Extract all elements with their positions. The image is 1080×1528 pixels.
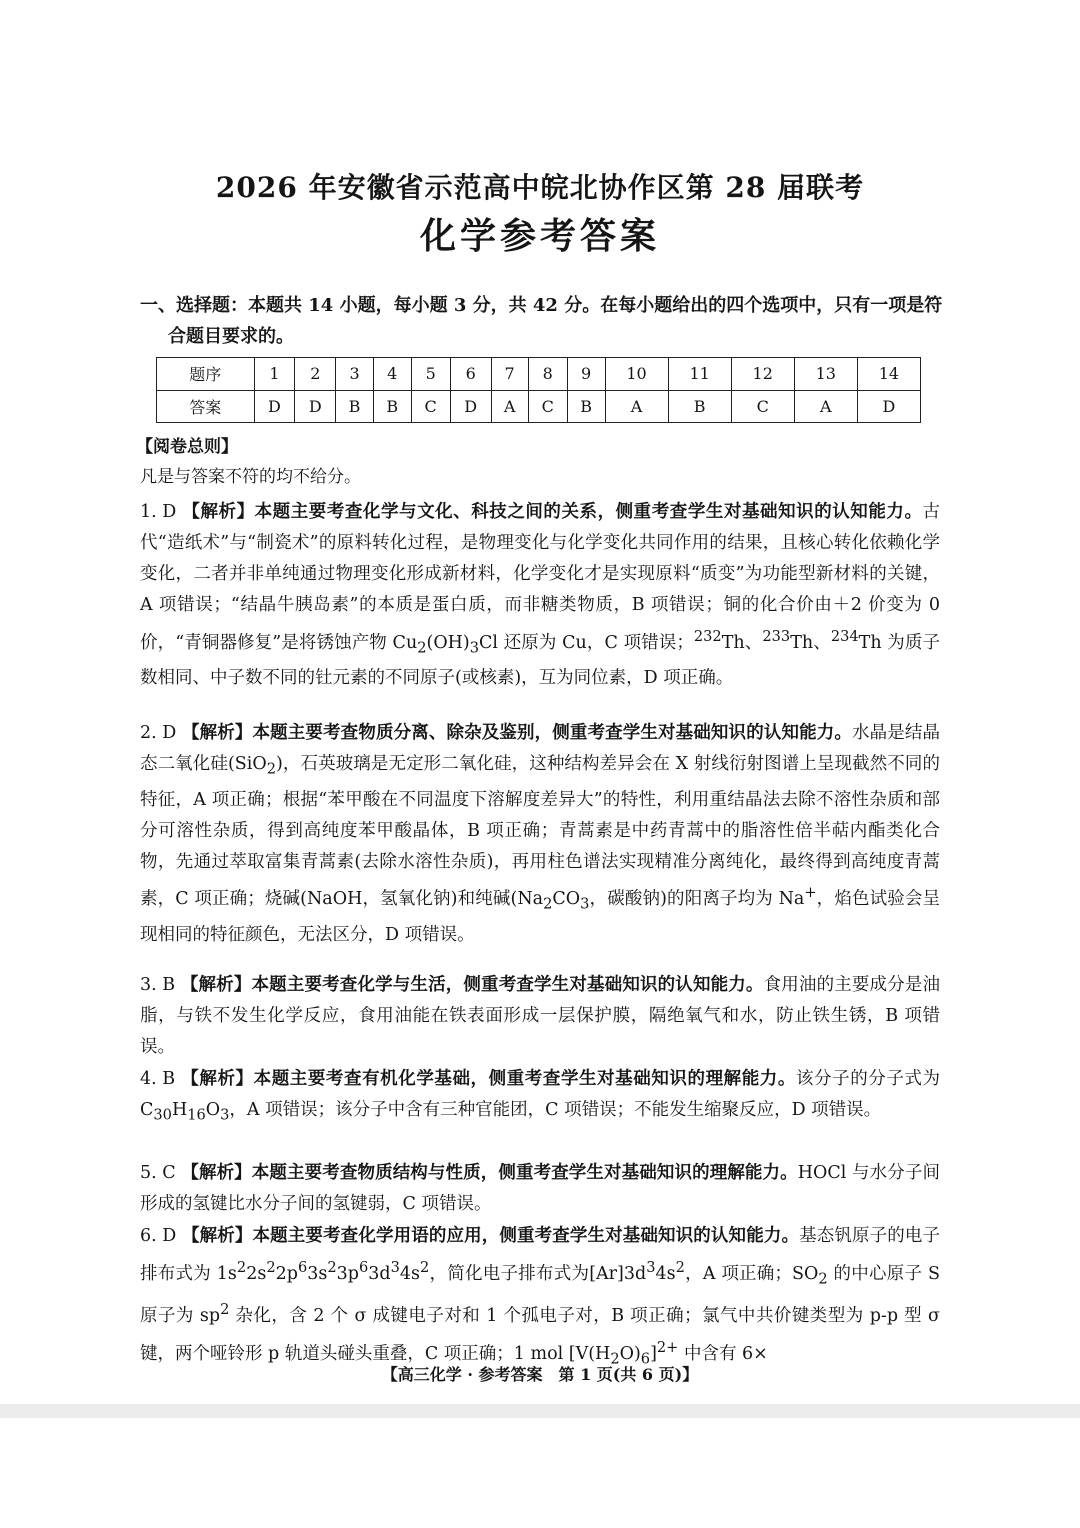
explanation-item xyxy=(140,497,940,694)
scan-bottom-band xyxy=(0,1404,1080,1418)
analysis-lead: 本题主要考查物质分离、除杂及鉴别，侧重考查学生对基础知识的认知能力。 xyxy=(252,723,852,743)
question-index-cell: 9 xyxy=(567,358,605,391)
answer-cell: B xyxy=(567,390,605,423)
question-index-cell: 6 xyxy=(450,358,491,391)
analysis-body: 水晶是结晶态二氧化硅(SiO$_2$)，石英玻璃是无定形二氧化硅，这种结构差异会在 X 射线衍射图谱上呈现截然不同的特征，A 项正确；根据“苯甲酸在不同温度下溶解度差异大”的特性，利用重结晶法去除不溶性杂质和部分可溶性杂质，得到高纯度苯甲酸晶体，B 项正确；青蒿素是中药青蒿中的脂溶性倍半萜内酯类化合物，先通过萃取富集青蒿素(去除水溶性杂质)，再用柱色谱法实现精准分离纯化，最终得到高纯度青蒿素，C 项正确；烧碱(NaOH，氢氧化钠)和纯碱($Na_2CO_3$，碳酸钠)的阳离子均为 Na+，焰色试验会呈现相同的特征颜色，无法区分，D 项错误。 xyxy=(140,723,941,945)
answer-key-title: 化学参考答案 xyxy=(419,215,660,257)
analysis-lead: 本题主要考查物质结构与性质，侧重考查学生对基础知识的理解能力。 xyxy=(251,1163,798,1183)
grading-rules-title: 【阅卷总则】 xyxy=(136,437,238,457)
question-index-cell: 13 xyxy=(794,358,857,391)
question-number: 1. D xyxy=(140,502,177,522)
question-index-cell: 10 xyxy=(605,358,668,391)
question-index-cell: 5 xyxy=(411,358,450,391)
explanation-item xyxy=(140,1064,940,1131)
question-index-cell: 14 xyxy=(857,358,920,391)
answer-cell: A xyxy=(794,390,857,423)
explanation-item xyxy=(140,970,940,1063)
answer-table-answer-row xyxy=(157,390,921,423)
question-index-cell: 8 xyxy=(528,358,567,391)
question-index-cell: 12 xyxy=(731,358,794,391)
analysis-tag: 【解析】 xyxy=(182,1226,253,1246)
question-index-cell: 7 xyxy=(491,358,528,391)
answer-cell: B xyxy=(336,390,374,423)
grading-rules-text: 凡是与答案不符的均不给分。 xyxy=(140,467,361,487)
exam-title: 2026 年安徽省示范高中皖北协作区第 28 届联考 xyxy=(215,171,865,204)
answer-cell: D xyxy=(254,390,295,423)
page-footer: 【高三化学 · 参考答案 第 1 页(共 6 页)】 xyxy=(381,1365,699,1384)
analysis-tag: 【解析】 xyxy=(180,975,252,995)
answer-cell: B xyxy=(668,390,731,423)
analysis-lead: 本题主要考查化学用语的应用，侧重考查学生对基础知识的认知能力。 xyxy=(252,1226,800,1246)
analysis-lead: 本题主要考查有机化学基础，侧重考查学生对基础知识的理解能力。 xyxy=(253,1069,796,1089)
analysis-tag: 【解析】 xyxy=(181,1163,252,1183)
analysis-lead: 本题主要考查化学与生活，侧重考查学生对基础知识的认知能力。 xyxy=(251,975,764,995)
answer-cell: D xyxy=(857,390,920,423)
answer-cell: C xyxy=(411,390,450,423)
section-heading xyxy=(140,290,945,352)
analysis-lead: 本题主要考查化学与文化、科技之间的关系，侧重考查学生对基础知识的认知能力。 xyxy=(254,502,923,522)
answer-cell: A xyxy=(605,390,668,423)
question-number: 3. B xyxy=(140,975,176,995)
question-index-cell: 4 xyxy=(373,358,411,391)
question-index-cell: 2 xyxy=(295,358,336,391)
section-heading-line2: 合题目要求的。 xyxy=(168,326,294,347)
analysis-body: 古代“造纸术”与“制瓷术”的原料转化过程，是物理变化与化学变化共同作用的结果，且核心转化依赖化学变化，二者并非单纯通过物理变化形成新材料，化学变化才是实现原料“质变”为功能型新材料的关键，A 项错误；“结晶牛胰岛素”的本质是蛋白质，而非糖类物质，B 项错误；铜的化合价由＋2 价变为 0 价，“青铜器修复”是将锈蚀产物 $Cu_2(OH)_3Cl$ 还原为 Cu，C 项错误；$^{232}$Th、$^{233}$Th、$^{234}$Th 为质子数相同、中子数不同的钍元素的不同原子(或核素)，互为同位素，D 项正确。 xyxy=(140,502,940,689)
question-number: 5. C xyxy=(140,1163,176,1183)
table-row-label: 答案 xyxy=(157,390,255,423)
answer-cell: D xyxy=(450,390,491,423)
question-number: 6. D xyxy=(140,1226,177,1246)
analysis-body: 基态钒原子的电子排布式为 $1s^22s^22p^63s^23p^63d^34s^2$，简化电子排布式为$[Ar]3d^34s^2$，A 项正确；$SO_2$ 的中心原子 S 原子为 $sp^2$ 杂化，含 2 个 σ 成键电子对和 1 个孤电子对，B 项正确；氯气中共价键类型为 p-p 型 σ 键，两个哑铃形 p 轨道头碰头重叠，C 项正确；1 mol $[V(H_2O)_6]^{2+}$ 中含有 6× xyxy=(140,1226,941,1368)
analysis-body: HOCl 与水分子间形成的氢键比水分子间的氢键弱，C 项错误。 xyxy=(140,1163,940,1214)
question-number: 2. D xyxy=(140,723,177,743)
question-index-cell: 11 xyxy=(668,358,731,391)
answer-cell: C xyxy=(528,390,567,423)
explanation-item xyxy=(140,1221,940,1374)
answer-cell: A xyxy=(491,390,528,423)
answer-cell: B xyxy=(373,390,411,423)
answer-table-index-row xyxy=(157,358,921,391)
explanation-item xyxy=(140,718,940,951)
analysis-body: 食用油的主要成分是油脂，与铁不发生化学反应，食用油能在铁表面形成一层保护膜，隔绝氧气和水，防止铁生锈，B 项错误。 xyxy=(140,975,941,1057)
table-row-label: 题序 xyxy=(157,358,255,391)
explanation-item xyxy=(140,1158,940,1220)
answer-cell: C xyxy=(731,390,794,423)
analysis-tag: 【解析】 xyxy=(182,723,253,743)
analysis-tag: 【解析】 xyxy=(181,1069,254,1089)
question-number: 4. B xyxy=(140,1069,176,1089)
answer-cell: D xyxy=(295,390,336,423)
answer-table xyxy=(156,357,921,423)
question-index-cell: 1 xyxy=(254,358,295,391)
question-index-cell: 3 xyxy=(336,358,374,391)
section-heading-line1: 一、选择题：本题共 14 小题，每小题 3 分，共 42 分。在每小题给出的四个选项中，只有一项是符 xyxy=(140,295,943,316)
analysis-tag: 【解析】 xyxy=(182,502,255,522)
analysis-body: 该分子的分子式为 $C_{30}H_{16}O_3$，A 项错误；该分子中含有三种官能团，C 项错误；不能发生缩聚反应，D 项错误。 xyxy=(140,1069,941,1124)
